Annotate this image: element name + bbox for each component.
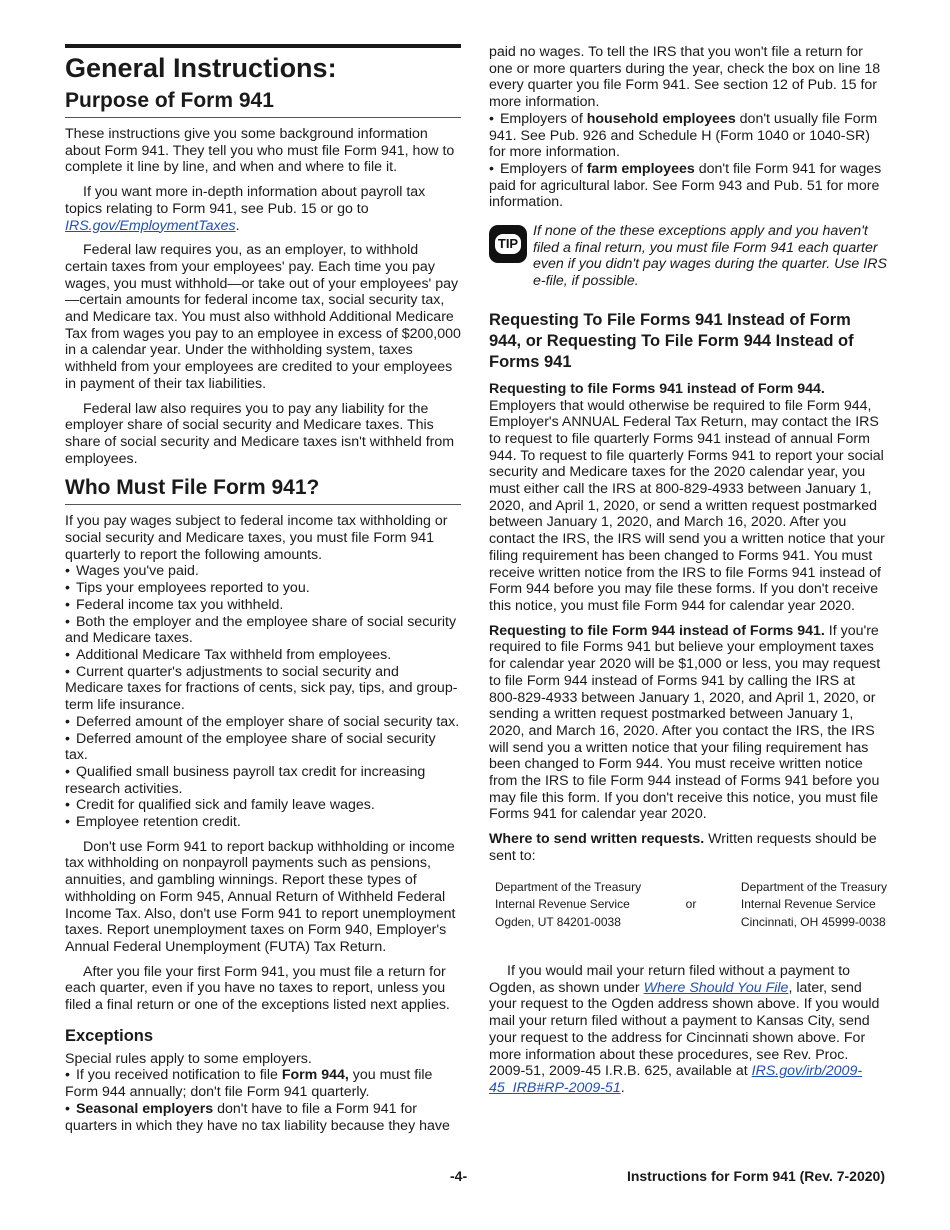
list-item: • Federal income tax you withheld. (65, 597, 461, 614)
footer-doc-title: Instructions for Form 941 (Rev. 7-2020) (626, 1168, 885, 1184)
where-should-you-file-link[interactable]: Where Should You File (643, 979, 789, 996)
tip-label: TIP (495, 234, 521, 255)
top-rule (65, 44, 461, 48)
purpose-p2-text: If you want more in-depth information about payroll tax topics relating to Form 941, see Pub. 15 or go to (65, 184, 426, 217)
irb-link[interactable]: IRS.gov/irb/2009-45_IRB#RP-2009-51 (489, 1063, 863, 1096)
list-item: • Qualified small business payroll tax credit for increasing research activities. (65, 764, 461, 797)
address-block (495, 879, 887, 932)
purpose-heading: Purpose of Form 941 (65, 88, 461, 118)
purpose-paragraph-4: Federal law also requires you to pay any liability for the employer share of social security and Medicare taxes. This share of social security and Medicare taxes isn't withheld from employees. (65, 400, 455, 467)
list-item: • Deferred amount of the employee share of social security tax. (65, 731, 461, 764)
ogden-address: Department of the Treasury Internal Revenue Service Ogden, UT 84201-0038 (495, 879, 642, 929)
who-paragraph-3: After you file your first Form 941, you must file a return for each quarter, even if you have no taxes to report, unless you filed a final return or one of the exceptions listed next applies. (65, 963, 450, 1014)
list-item: • Employers of farm employees don't file Form 941 for wages paid for agricultural labor. See Form 943 and Pub. 51 for more information. (489, 161, 887, 211)
list-item: • Tips your employees reported to you. (65, 580, 461, 597)
list-item: • Current quarter's adjustments to social security and Medicare taxes for fractions of cents, sick pay, tips, and group-term life insurance. (65, 664, 461, 714)
left-column (65, 44, 461, 1134)
who-paragraph-1: If you pay wages subject to federal income tax withholding or social security and Medicare taxes, you must file Form 941 quarterly to report the following amounts. (65, 513, 448, 563)
list-item: • Deferred amount of the employer share of social security tax. (65, 714, 461, 731)
exceptions-list-continued (489, 111, 887, 211)
purpose-paragraph-3: Federal law requires you, as an employer, to withhold certain taxes from your employees' pay. Each time you pay wages, you must withhold—or take out of your employees' pay—certain amounts for federal income tax, social security tax, and Medicare tax. You must also withhold Additional Medicare Tax from wages you pay to an employee in excess of $200,000 in a calendar year. Under the withholding system, taxes withheld from your employees are credited to your employees in payment of their tax liabilities. (65, 242, 461, 392)
who-paragraph-2: Don't use Form 941 to report backup withholding or income tax withholding on nonpayroll payments such as pensions, annuities, and gambling winnings. Report these types of withholding on Form 945, Annual Return of Withheld Federal Income Tax. Also, don't use Form 941 to report unemployment taxes. Report unemployment taxes on Form 940, Employer's Annual Federal Unemployment (FUTA) Tax Return. (65, 838, 456, 955)
list-item: • Seasonal employers don't have to file a Form 941 for quarters in which they have no tax liability because they have (65, 1101, 461, 1134)
list-item: • Employers of household employees don't usually file Form 941. See Pub. 926 and Schedule H (Form 1040 or 1040-SR) for more information. (489, 111, 887, 161)
request-941-paragraph: Requesting to file Forms 941 instead of Form 944. Employers that would otherwise be required to file Form 944, Employer's ANNUAL Federal Tax Return, may contact the IRS to request to file quarterly Forms 941 instead of annual Form 944. To request to file quarterly Forms 941 to report your social security and Medicare taxes for the 2020 calendar year, you must either call the IRS at 800-829-4933 between January 1, 2020, and April 1, 2020, or send a written request postmarked between January 1, 2020, and March 16, 2020. After you contact the IRS, the IRS will send you a written notice that your filing requirement has been changed to Forms 941. You must receive written notice from the IRS to file Forms 941 instead of Form 944 before you may file these forms. If you don't receive this notice, you must file Form 944 for calendar year 2020. (489, 380, 885, 614)
page-title: General Instructions: (65, 53, 337, 83)
tip-text: If none of the these exceptions apply and you haven't filed a final return, you must file Form 941 each quarter even if you didn't pay wages during the quarter. Use IRS e-file, if possible. (533, 223, 887, 290)
right-column (489, 44, 887, 1097)
continued-paragraph: paid no wages. To tell the IRS that you won't file a return for one or more quarters during the year, check the box on line 18 every quarter you file Form 941. See section 12 of Pub. 15 for more information. (489, 44, 881, 111)
where-to-send-paragraph: Where to send written requests. Written requests should be sent to: (489, 831, 877, 864)
list-item: • Credit for qualified sick and family leave wages. (65, 797, 461, 814)
request-944-paragraph: Requesting to file Form 944 instead of Forms 941. If you're required to file Forms 941 but believe your employment taxes for calendar year 2020 will be $1,000 or less, you may request to file Form 944 instead of Forms 941 by calling the IRS at 800-829-4933 between January 1, 2020, and April 1, 2020, or sending a written request postmarked between January 1, 2020, and March 16, 2020. After you contact the IRS, the IRS will send you a written notice that your filing requirement has been changed to Form 944. You must receive written notice from the IRS to file Form 944 instead of Forms 941 before you may file this form. If you don't receive this notice, you must file Forms 941 for calendar year 2020. (489, 622, 881, 823)
requesting-heading: Requesting To File Forms 941 Instead of Form 944, or Requesting To File Form 944 Instead of Forms 941 (489, 310, 854, 371)
final-paragraph: If you would mail your return filed without a payment to Ogden, as shown under Where Should You File, later, send your request to the Ogden address shown above. If you would mail your return filed without a payment to Kansas City, send your request to the address for Cincinnati shown above. For more information about these procedures, see Rev. Proc. 2009-51, 2009-45 I.R.B. 625, available at IRS.gov/irb/2009-45_IRB#RP-2009-51. (489, 963, 880, 1096)
list-item: • Additional Medicare Tax withheld from employees. (65, 647, 461, 664)
list-item: • Both the employer and the employee share of social security and Medicare taxes. (65, 614, 461, 647)
purpose-paragraph-1: These instructions give you some background information about Form 941. They tell you who must file Form 941, how to complete it line by line, and when and where to file it. (65, 126, 455, 176)
page-number: -4- (450, 1168, 468, 1184)
list-item: • Wages you've paid. (65, 563, 461, 580)
exceptions-paragraph: Special rules apply to some employers. (65, 1050, 312, 1067)
employment-taxes-link[interactable]: IRS.gov/EmploymentTaxes (65, 217, 236, 234)
cincinnati-address: Department of the Treasury Internal Revenue Service Cincinnati, OH 45999-0038 (740, 879, 887, 929)
tip-icon (489, 225, 527, 263)
purpose-p2-end: . (235, 217, 240, 234)
address-or: or (685, 897, 697, 912)
purpose-paragraph-2 (65, 184, 461, 234)
list-item: • Employee retention credit. (65, 814, 461, 831)
who-must-file-heading: Who Must File Form 941? (65, 475, 461, 505)
reported-amounts-list (65, 563, 461, 830)
tip-box (489, 223, 887, 290)
list-item: • If you received notification to file Form 944, you must file Form 944 annually; don't file Form 941 quarterly. (65, 1067, 461, 1100)
exceptions-list (65, 1067, 461, 1134)
exceptions-heading: Exceptions (65, 1026, 154, 1045)
